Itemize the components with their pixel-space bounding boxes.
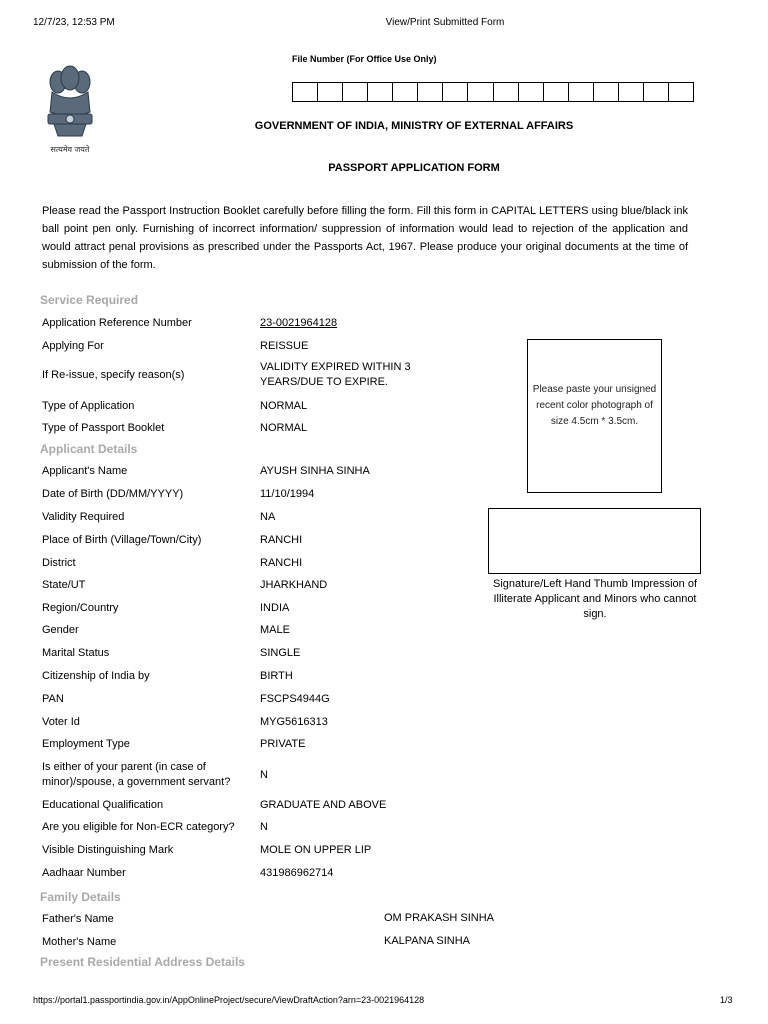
instructions-paragraph: Please read the Passport Instruction Booklet carefully before filling the form. Fill this form in CAPITAL LETTERS using blue/black ink ball point pen only. Furnishing of incorrect information/ suppression of information would lead to rejection of the application and would attract penal provisions as prescribed under the Passports Act, 1967. Please produce your original documents at the time of submission of the form. (42, 205, 688, 271)
file-number-box (519, 83, 544, 101)
file-number-box (669, 83, 693, 101)
label-aadhaar-number: Aadhaar Number (42, 867, 126, 879)
file-number-box (443, 83, 468, 101)
value-distinguishing-mark: MOLE ON UPPER LIP (260, 844, 372, 856)
label-reissue-reason: If Re-issue, specify reason(s) (42, 369, 185, 381)
value-father-name: OM PRAKASH SINHA (384, 912, 495, 924)
section-present-address: Present Residential Address Details (40, 955, 245, 969)
value-state: JHARKHAND (260, 579, 328, 591)
print-page-title: View/Print Submitted Form (385, 17, 505, 28)
file-number-box (418, 83, 443, 101)
value-validity-required: NA (260, 511, 276, 523)
label-non-ecr: Are you eligible for Non-ECR category? (42, 821, 235, 833)
value-marital-status: SINGLE (260, 647, 301, 659)
file-number-box (569, 83, 594, 101)
value-reissue-reason: VALIDITY EXPIRED WITHIN 3 YEARS/DUE TO EXPIRE. (260, 361, 411, 388)
label-gender: Gender (42, 624, 79, 636)
file-number-box (544, 83, 569, 101)
label-application-reference: Application Reference Number (42, 317, 192, 329)
label-marital-status: Marital Status (42, 647, 110, 659)
label-parent-spouse-govt-servant: Is either of your parent (in case of minor)/spouse, a government servant? (42, 761, 231, 788)
value-application-reference[interactable]: 23-0021964128 (260, 317, 338, 329)
label-type-of-booklet: Type of Passport Booklet (42, 422, 165, 434)
label-employment-type: Employment Type (42, 738, 130, 750)
label-educational-qualification: Educational Qualification (42, 799, 164, 811)
value-date-of-birth: 11/10/1994 (260, 488, 315, 500)
file-number-box (494, 83, 519, 101)
file-number-boxes (292, 82, 694, 102)
file-number-label: File Number (For Office Use Only) (292, 54, 437, 64)
value-type-of-booklet: NORMAL (260, 422, 308, 434)
value-non-ecr: N (260, 821, 268, 833)
value-district: RANCHI (260, 557, 303, 569)
file-number-box (468, 83, 493, 101)
value-pan: FSCPS4944G (260, 693, 330, 705)
value-mother-name: KALPANA SINHA (384, 935, 470, 947)
section-family-details: Family Details (40, 890, 121, 904)
value-aadhaar-number: 431986962714 (260, 867, 334, 879)
footer-url[interactable]: https://portal1.passportindia.gov.in/AppOnlineProject/secure/ViewDraftAction?arn=23-0021964128 (33, 995, 425, 1005)
footer-page-number: 1/3 (720, 995, 733, 1005)
value-voter-id: MYG5616313 (260, 716, 328, 728)
file-number-box (619, 83, 644, 101)
label-pan: PAN (42, 693, 64, 705)
label-mother-name: Mother's Name (42, 936, 117, 948)
signature-box (488, 508, 701, 574)
label-father-name: Father's Name (42, 913, 114, 925)
print-datetime: 12/7/23, 12:53 PM (33, 17, 115, 28)
form-title: PASSPORT APPLICATION FORM (328, 162, 500, 174)
label-date-of-birth: Date of Birth (DD/MM/YYYY) (42, 488, 184, 500)
label-district: District (42, 557, 76, 569)
value-employment-type: PRIVATE (260, 738, 306, 750)
file-number-box (293, 83, 318, 101)
national-emblem-logo (40, 64, 100, 159)
label-distinguishing-mark: Visible Distinguishing Mark (42, 844, 174, 856)
section-applicant-details: Applicant Details (40, 442, 138, 456)
value-applicant-name: AYUSH SINHA SINHA (260, 465, 370, 477)
file-number-box (368, 83, 393, 101)
file-number-box (644, 83, 669, 101)
section-service-required: Service Required (40, 293, 139, 307)
photo-instruction: Please paste your unsigned recent color photograph of size 4.5cm * 3.5cm. (532, 384, 657, 427)
emblem-motto: सत्यमेव जयते (50, 145, 90, 154)
value-parent-spouse-govt-servant: N (260, 769, 268, 781)
value-gender: MALE (260, 624, 290, 636)
label-place-of-birth: Place of Birth (Village/Town/City) (42, 534, 202, 546)
value-applying-for: REISSUE (260, 340, 309, 352)
value-place-of-birth: RANCHI (260, 534, 303, 546)
label-state: State/UT (42, 579, 86, 591)
value-region-country: INDIA (260, 602, 290, 614)
label-type-of-application: Type of Application (42, 400, 135, 412)
label-voter-id: Voter Id (42, 716, 80, 728)
signature-instruction: Signature/Left Hand Thumb Impression of Illiterate Applicant and Minors who cannot sign. (492, 578, 698, 620)
label-citizenship: Citizenship of India by (42, 670, 150, 682)
file-number-box (594, 83, 619, 101)
label-applicant-name: Applicant's Name (42, 465, 128, 477)
label-region-country: Region/Country (42, 602, 119, 614)
file-number-box (393, 83, 418, 101)
file-number-box (343, 83, 368, 101)
value-type-of-application: NORMAL (260, 400, 308, 412)
file-number-box (318, 83, 343, 101)
label-validity-required: Validity Required (42, 511, 125, 523)
government-title: GOVERNMENT OF INDIA, MINISTRY OF EXTERNAL AFFAIRS (254, 120, 574, 132)
label-applying-for: Applying For (42, 340, 104, 352)
value-educational-qualification: GRADUATE AND ABOVE (260, 799, 387, 811)
value-citizenship: BIRTH (260, 670, 293, 682)
